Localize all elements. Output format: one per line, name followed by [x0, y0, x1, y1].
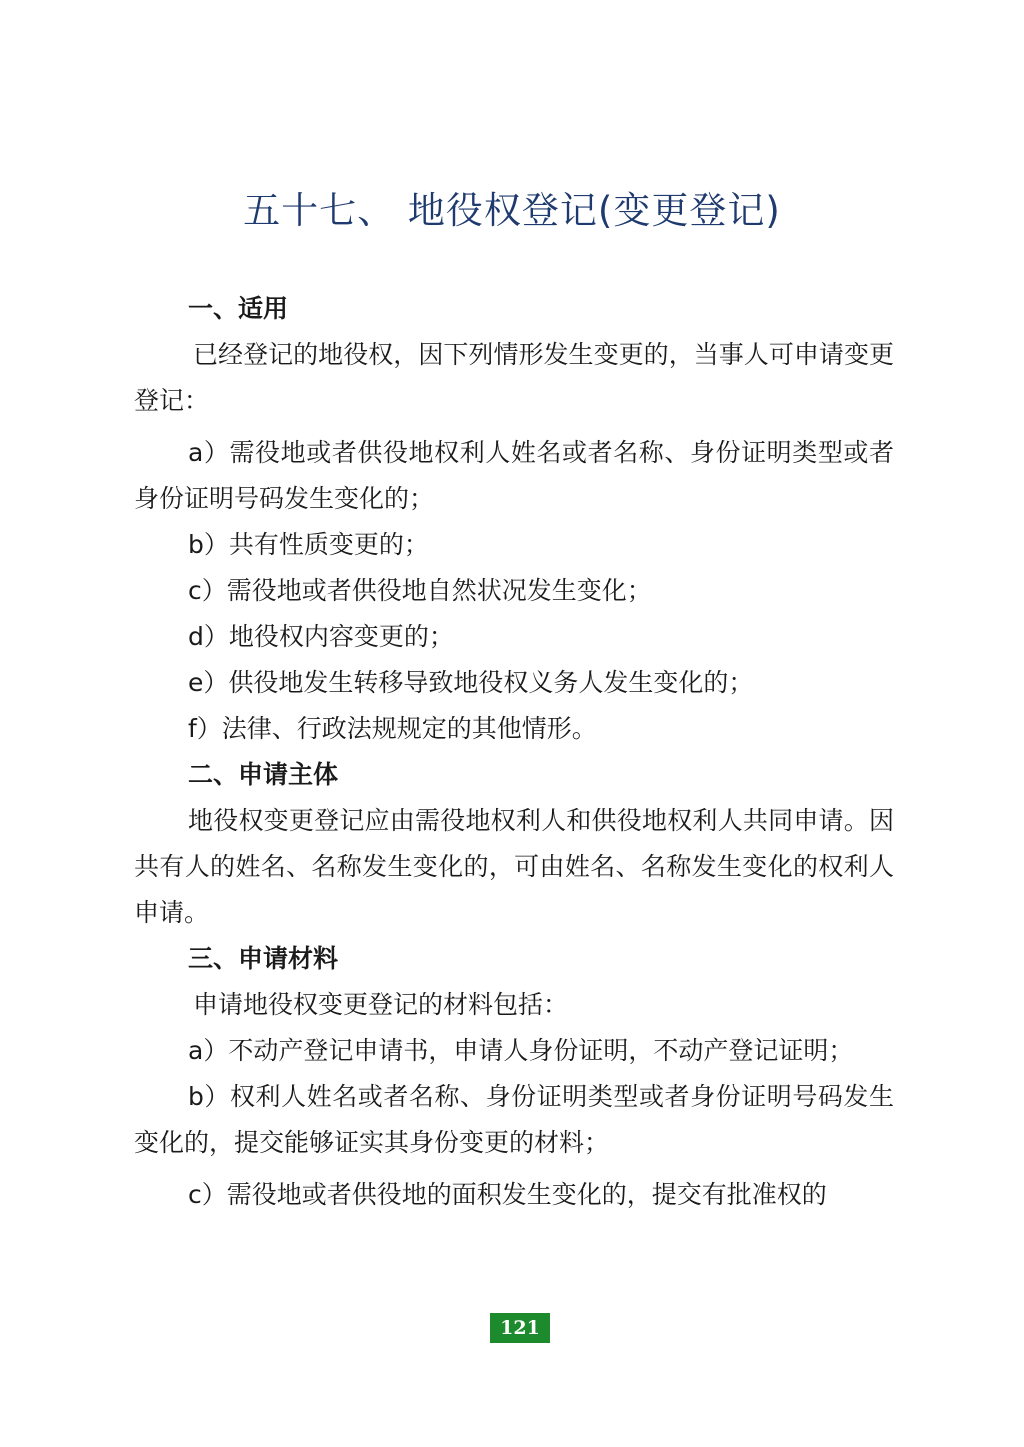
- materials-item-c: c）需役地或者供役地的面积发生变化的，提交有批准权的: [188, 1180, 827, 1209]
- section-heading-applicability: 一、适用: [188, 294, 289, 323]
- applicability-item-a: a）需役地或者供役地权利人姓名或者名称、身份证明类型或者身份证明号码发生变化的；: [134, 438, 894, 513]
- applicability-item-f: f）法律、行政法规规定的其他情形。: [188, 714, 597, 743]
- applicability-item-c: c）需役地或者供役地自然状况发生变化；: [188, 576, 652, 605]
- materials-item-a: a）不动产登记申请书，申请人身份证明，不动产登记证明；: [188, 1036, 854, 1065]
- applicability-item-b: b）共有性质变更的；: [188, 530, 429, 559]
- applicability-item-d: d）地役权内容变更的；: [188, 622, 454, 651]
- applicability-item-e: e）供役地发生转移导致地役权义务人发生变化的；: [188, 668, 754, 697]
- page-title: 五十七、 地役权登记(变更登记): [243, 189, 781, 232]
- applicant-body: 地役权变更登记应由需役地权利人和供役地权利人共同申请。因共有人的姓名、名称发生变化的，可由姓名、名称发生变化的权利人申请。: [134, 806, 894, 927]
- section-heading-applicant: 二、申请主体: [188, 760, 339, 789]
- page-number-badge: 121: [490, 1313, 550, 1343]
- section-heading-materials: 三、申请材料: [188, 944, 339, 973]
- applicability-intro: 已经登记的地役权，因下列情形发生变更的，当事人可申请变更登记：: [134, 340, 894, 415]
- document-body: [134, 286, 894, 1218]
- materials-item-b: b）权利人姓名或者名称、身份证明类型或者身份证明号码发生变化的，提交能够证实其身份变更的材料；: [134, 1082, 894, 1157]
- materials-intro: 申请地役权变更登记的材料包括：: [193, 990, 569, 1019]
